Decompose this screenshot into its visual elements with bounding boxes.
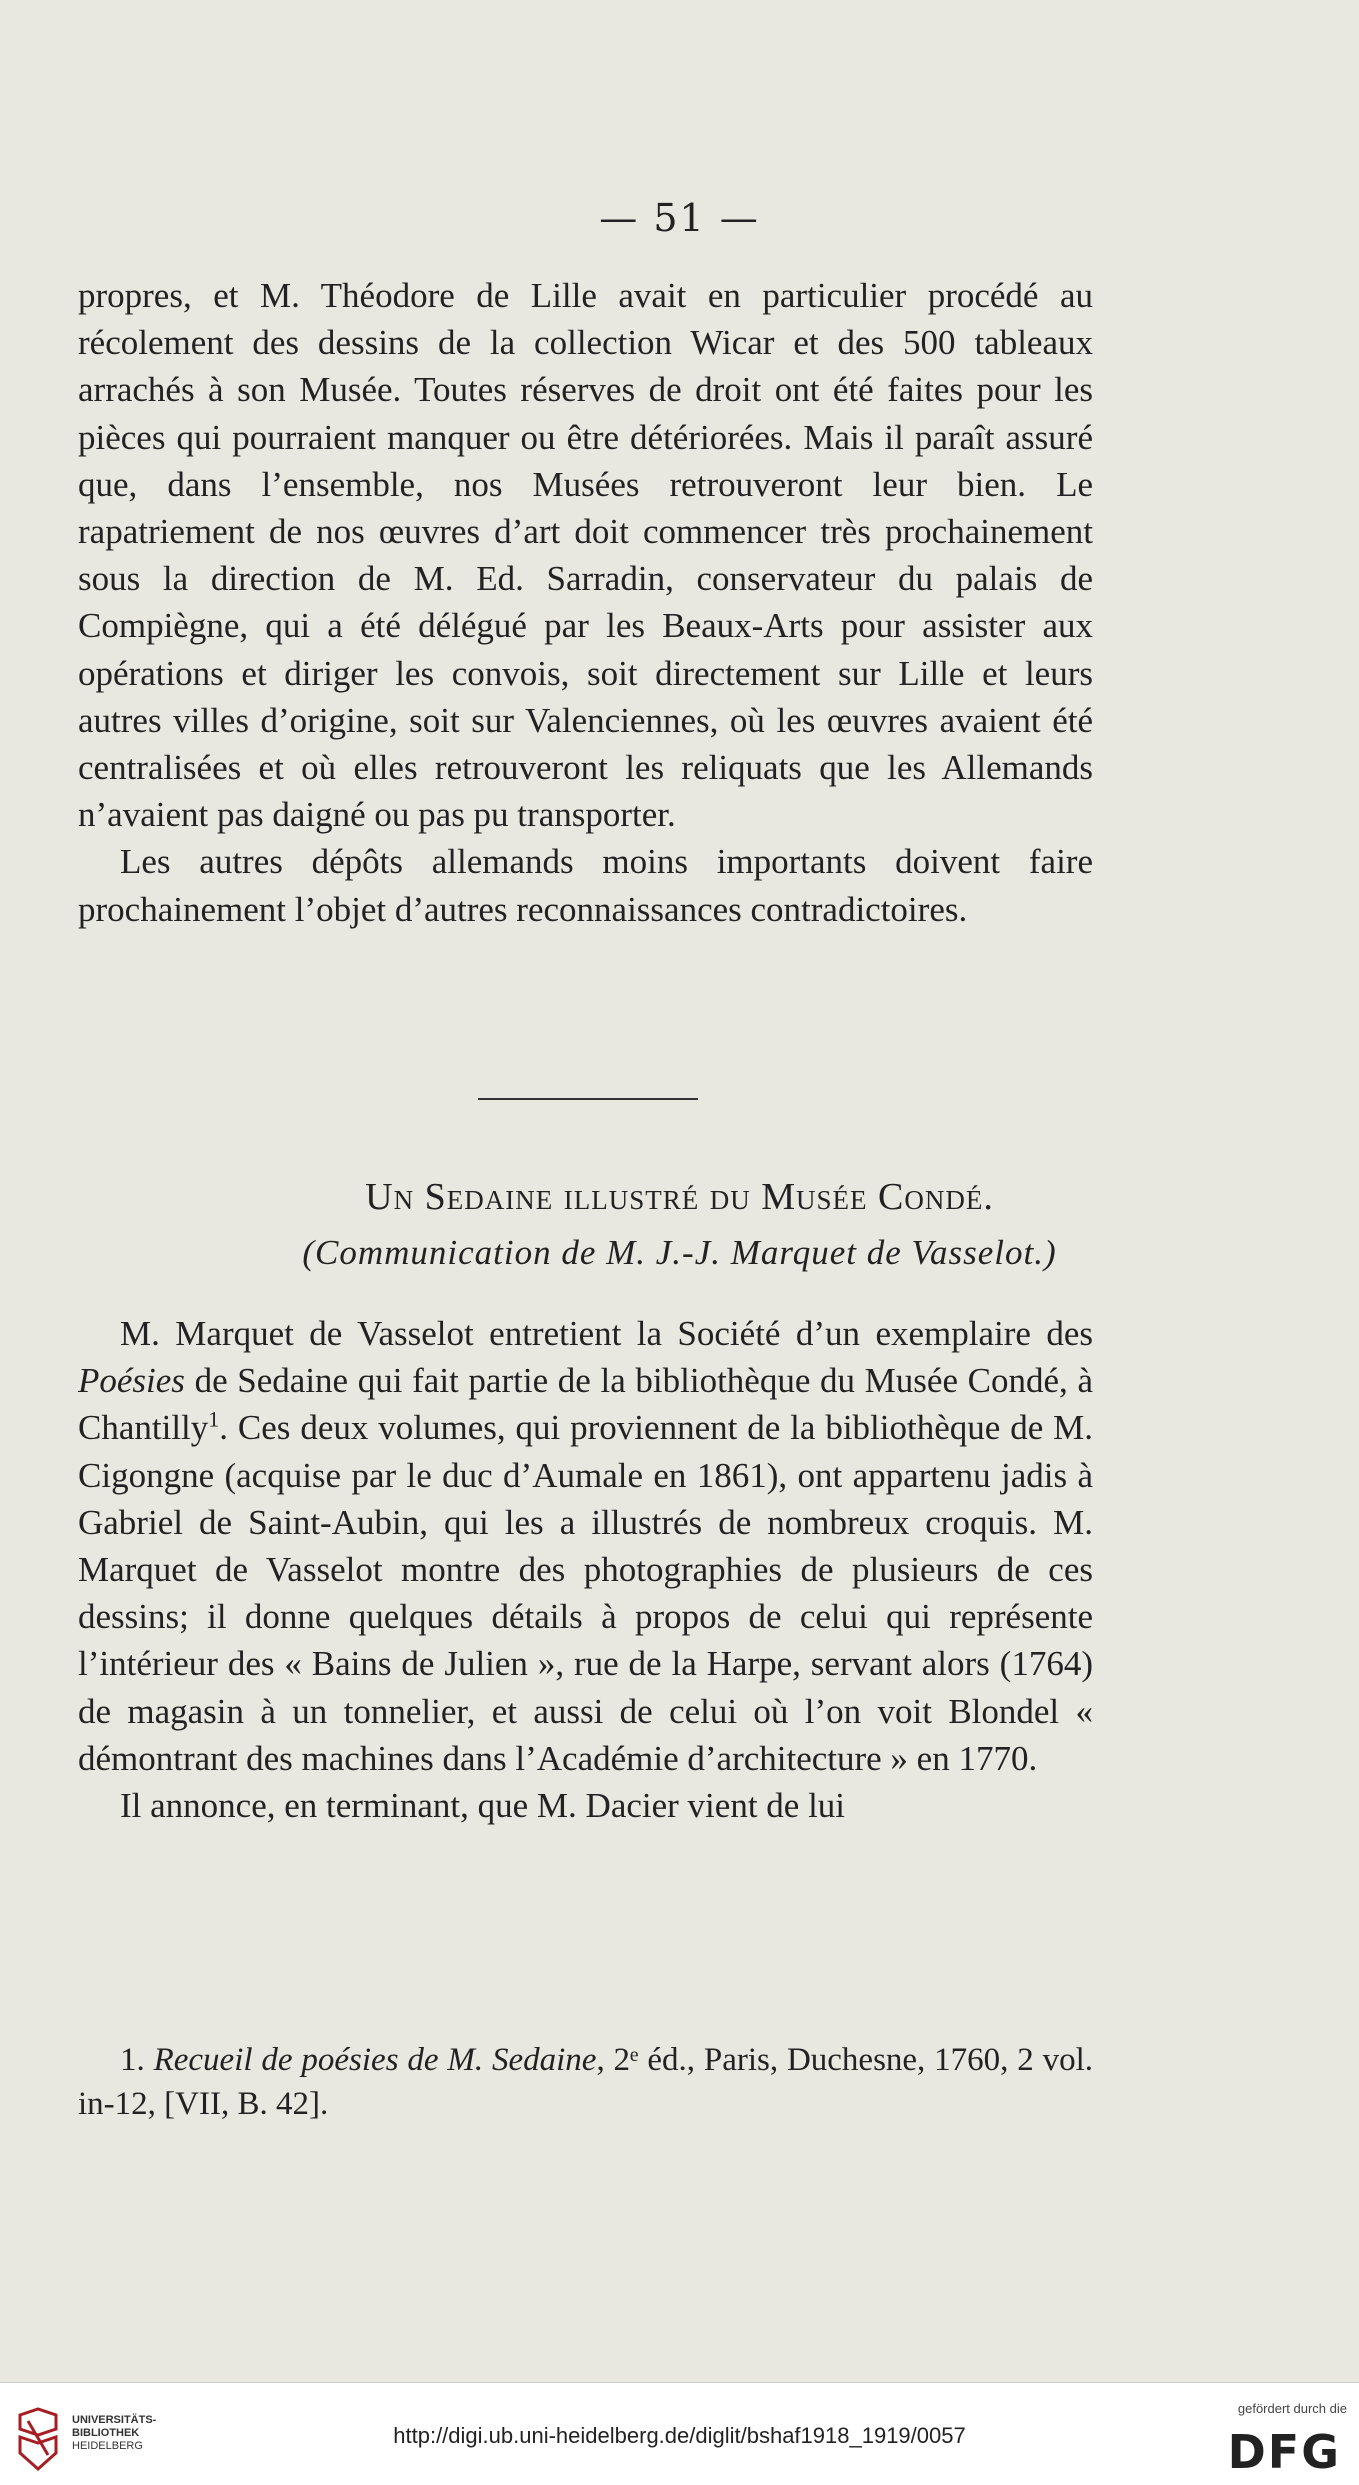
section-title: Un Sedaine illustré du Musée Condé. xyxy=(365,1176,994,1218)
p3-italic-title: Poésies xyxy=(78,1361,185,1401)
footnote-text: , 2ᵉ éd., Paris, Duchesne, 1760, 2 vol. in-12, [VII, B. 42]. xyxy=(78,2042,1094,2122)
paragraph-4: Il annonce, en terminant, que M. Dacier vient de lui xyxy=(120,1786,846,1826)
page-number: — 51 — xyxy=(599,196,760,240)
footnote-italic-title: Recueil de poésies de M. Sedaine xyxy=(153,2042,597,2078)
text-block-bottom xyxy=(78,1310,1093,1829)
p3-text-c: . Ces deux volumes, qui proviennent de la bibliothèque de M. Cigongne (acquise par le duc d’Aumale en 1861), ont appartenu jadis à Gabriel de Saint-Aubin, qui les a illustrés de nombreux croquis. M. Marquet de Vasselot montre des photographies de plusieurs de ces dessins; il donne quelques détails à propos de celui qui représente l’intérieur des « Bains de Julien », rue de la Harpe, servant alors (1764) de magasin à un tonnelier, et aussi de celui où l’on voit Blondel « démontrant des machines dans l’Académie d’architecture » en 1770. xyxy=(78,1408,1093,1778)
paragraph-3 xyxy=(78,1310,1093,1782)
text-block-top xyxy=(78,272,1093,933)
section-subtitle: (Communication de M. J.-J. Marquet de Vasselot.) xyxy=(302,1233,1057,1272)
p3-text-b: de Sedaine qui fait partie de la bibliothèque du Musée Condé, à Chantilly xyxy=(78,1361,1093,1448)
permalink-url[interactable]: http://digi.ub.uni-heidelberg.de/diglit/bshaf1918_1919/0057 xyxy=(393,2423,966,2448)
footnote-number: 1. xyxy=(120,2042,154,2078)
section-divider xyxy=(478,1098,698,1100)
viewer-footer xyxy=(0,2382,1359,2485)
funding-note: gefördert durch die xyxy=(1237,2401,1347,2416)
dfg-logo: DFG xyxy=(1227,2425,1341,2479)
footnote xyxy=(78,2038,1093,2126)
paragraph-1: propres, et M. Théodore de Lille avait en particulier procédé au récolement des dessins de la collection Wicar et des 500 tableaux arrachés à son Musée. Toutes réserves de droit ont été faites pour les pièces qui pourraient manquer ou être détériorées. Mais il paraît assuré que, dans l’ensemble, nos Musées retrouveront leur bien. Le rapatriement de nos œuvres d’art doit commencer très prochainement sous la direction de M. Ed. Sarradin, conservateur du palais de Compiègne, qui a été délégué par les Beaux-Arts pour assister aux opérations et diriger les convois, soit directement sur Lille et leurs autres villes d’origine, soit sur Valenciennes, où les œuvres avaient été centralisées et où elles retrouveront les reliquats que les Allemands n’avaient pas daigné ou pas pu transporter. xyxy=(78,276,1093,835)
p3-text-a: M. Marquet de Vasselot entretient la Société d’un exemplaire des xyxy=(120,1314,1093,1353)
university-library-name: UNIVERSITÄTS- BIBLIOTHEK HEIDELBERG xyxy=(72,2414,157,2452)
paragraph-2: Les autres dépôts allemands moins importants doivent faire prochainement l’objet d’autres reconnaissances contradictoires. xyxy=(78,842,1093,929)
footnote-reference: 1 xyxy=(208,1406,220,1432)
